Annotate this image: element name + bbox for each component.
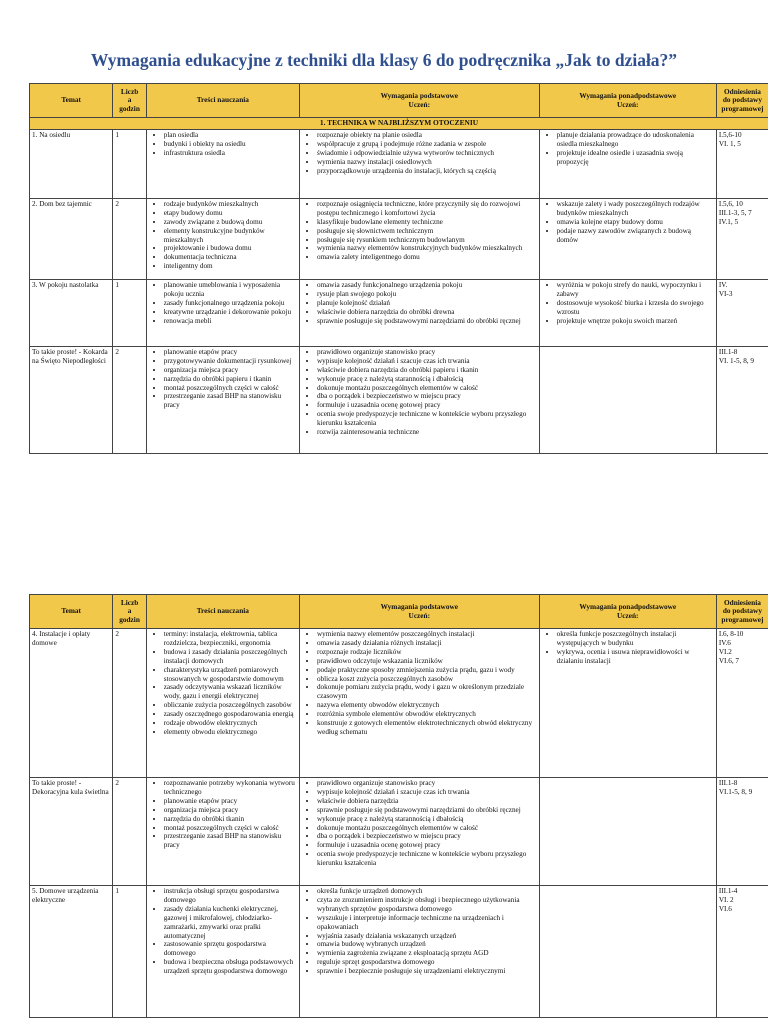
header-podstawowe: Wymagania podstawowe Uczeń: <box>299 84 539 118</box>
list-item: • współpracuje z grupą i podejmuje różne zadania w zespole <box>317 140 537 149</box>
reference-line: VI.6 <box>718 904 732 913</box>
list-item: • omawia zasady działania różnych instalacji <box>317 639 537 648</box>
extended-requirements-cell <box>539 198 716 279</box>
list-item: • projektuje wnętrze pokoju swoich marzeń <box>557 317 714 326</box>
content-cell <box>146 198 299 279</box>
header-ponadpodstawowe: Wymagania ponadpodstawowe Uczeń: <box>539 595 716 629</box>
curriculum-reference-cell <box>716 778 768 886</box>
basic-requirements-cell <box>299 778 539 886</box>
extended-requirements-cell <box>539 279 716 346</box>
header-tresci: Treści nauczania <box>146 595 299 629</box>
list-item: • wypisuje kolejność działań i szacuje czas ich trwania <box>317 357 537 366</box>
table-row <box>30 886 768 1018</box>
list-item: • sprawnie posługuje się podstawowymi narzędziami do obróbki ręcznej <box>317 317 537 326</box>
hours-cell: 1 <box>113 886 146 1018</box>
list-item: • konstruuje z gotowych elementów elektrotechnicznych obwód elektryczny według schematu <box>317 719 537 737</box>
list-item: • dokonuje montażu poszczególnych elementów w całość <box>317 384 537 393</box>
basic-requirements-cell <box>299 346 539 453</box>
header-odniesienia: Odniesienia do podstawy programowej <box>716 595 768 629</box>
extended-requirements-cell <box>539 886 716 1018</box>
reference-line: IV.1, 5 <box>718 217 739 226</box>
list-item: • posługuje się rysunkiem technicznym budowlanym <box>317 236 537 245</box>
list-item: • montaż poszczególnych części w całość <box>164 384 297 393</box>
list-item: • rozpoznawanie potrzeby wykonania wytworu technicznego <box>164 779 297 797</box>
hours-cell: 2 <box>113 629 146 778</box>
list-item: • elementy obwodu elektrycznego <box>164 728 297 737</box>
requirements-table-2 <box>29 594 768 1018</box>
list-item: • planowanie etapów pracy <box>164 348 297 357</box>
header-temat: Temat <box>30 595 113 629</box>
list-item: • prawidłowo organizuje stanowisko pracy <box>317 348 537 357</box>
list-item: • planowanie umeblowania i wyposażenia pokoju ucznia <box>164 281 297 299</box>
list-item: • organizacja miejsca pracy <box>164 366 297 375</box>
list-item: • terminy: instalacja, elektrownia, tablica rozdzielcza, bezpieczniki, ergonomia <box>164 630 297 648</box>
table-row <box>30 279 768 346</box>
list-item: • charakterystyka urządzeń pomiarowych stosowanych w gospodarstwie domowym <box>164 666 297 684</box>
extended-requirements-cell <box>539 778 716 886</box>
list-item: • wskazuje zalety i wady poszczególnych rodzajów budynków mieszkalnych <box>557 200 714 218</box>
header-liczba: Liczb a godzin <box>113 84 146 118</box>
list-item: • rozpoznaje osiągnięcia techniczne, które przyczyniły się do rozwojowi postępu technicznego i komfortowi życia <box>317 200 537 218</box>
list-item: • wykonuje pracę z należytą starannością i dbałością <box>317 815 537 824</box>
list-item: • rodzaje budynków mieszkalnych <box>164 200 297 209</box>
list-item: • planowanie etapów pracy <box>164 797 297 806</box>
basic-requirements-cell <box>299 279 539 346</box>
list-item: • zasady odczytywania wskazań liczników wody, gazu i energii elektrycznej <box>164 683 297 701</box>
page-title: Wymagania edukacyjne z techniki dla klasy 6 do podręcznika „Jak to działa?” <box>90 50 678 70</box>
list-item: • wyjaśnia zasady działania wskazanych urządzeń <box>317 932 537 941</box>
list-item: • obliczanie zużycia poszczególnych zasobów <box>164 701 297 710</box>
list-item: • rodzaje obwodów elektrycznych <box>164 719 297 728</box>
reference-line: VI-3 <box>718 289 733 298</box>
reference-line: IV. <box>718 280 728 289</box>
list-item: • inteligentny dom <box>164 262 297 271</box>
list-item: • dokumentacja techniczna <box>164 253 297 262</box>
requirements-table-1 <box>29 83 768 454</box>
list-item: • właściwie dobiera narzędzia do obróbki papieru i tkanin <box>317 366 537 375</box>
header-liczba: Liczb a godzin <box>113 595 146 629</box>
table-row <box>30 778 768 886</box>
list-item: • reguluje sprzęt gospodarstwa domowego <box>317 958 537 967</box>
curriculum-reference-cell <box>716 279 768 346</box>
list-item: • etapy budowy domu <box>164 209 297 218</box>
list-item: • projektowanie i budowa domu <box>164 244 297 253</box>
curriculum-reference-cell <box>716 886 768 1018</box>
curriculum-reference-cell <box>716 198 768 279</box>
topic-cell: To takie proste! - Dekoracyjna kula świetlna <box>30 778 113 886</box>
content-cell <box>146 629 299 778</box>
list-item: • właściwie dobiera narzędzia <box>317 797 537 806</box>
list-item: • rozpoznaje obiekty na planie osiedla <box>317 131 537 140</box>
basic-requirements-cell <box>299 129 539 198</box>
list-item: • rysuje plan swojego pokoju <box>317 290 537 299</box>
list-item: • podaje praktyczne sposoby zmniejszenia zużycia prądu, gazu i wody <box>317 666 537 675</box>
list-item: • określa funkcje poszczególnych instalacji występujących w budynku <box>557 630 714 648</box>
list-item: • formułuje i uzasadnia ocenę gotowej pracy <box>317 401 537 410</box>
list-item: • wyszukuje i interpretuje informacje techniczne na urządzeniach i opakowaniach <box>317 914 537 932</box>
reference-line: IV.6 <box>718 638 731 647</box>
list-item: • budowa i zasady działania poszczególnych instalacji domowych <box>164 648 297 666</box>
topic-cell: 1. Na osiedlu <box>30 129 113 198</box>
list-item: • omawia zalety inteligentnego domu <box>317 253 537 262</box>
content-cell <box>146 129 299 198</box>
list-item: • infrastruktura osiedla <box>164 149 297 158</box>
reference-line: VI. 2 <box>718 895 734 904</box>
list-item: • budowa i bezpieczna obsługa podstawowych urządzeń sprzętu gospodarstwa domowego <box>164 958 297 976</box>
list-item: • świadomie i odpowiedzialnie używa wytworów technicznych <box>317 149 537 158</box>
list-item: • prawidłowo odczytuje wskazania liczników <box>317 657 537 666</box>
hours-cell: 2 <box>113 346 146 453</box>
extended-requirements-cell <box>539 129 716 198</box>
header-ponadpodstawowe: Wymagania ponadpodstawowe Uczeń: <box>539 84 716 118</box>
list-item: • rozróżnia symbole elementów obwodów elektrycznych <box>317 710 537 719</box>
list-item: • projektuje idealne osiedle i uzasadnia swoją propozycję <box>557 149 714 167</box>
topic-cell: 2. Dom bez tajemnic <box>30 198 113 279</box>
list-item: • wymienia nazwy instalacji osiedlowych <box>317 158 537 167</box>
list-item: • dba o porządek i bezpieczeństwo w miejscu pracy <box>317 392 537 401</box>
list-item: • planuje kolejność działań <box>317 299 537 308</box>
list-item: • omawia kolejne etapy budowy domu <box>557 218 714 227</box>
list-item: • oblicza koszt zużycia poszczególnych zasobów <box>317 675 537 684</box>
list-item: • prawidłowo organizuje stanowisko pracy <box>317 779 537 788</box>
header-temat: Temat <box>30 84 113 118</box>
list-item: • właściwie dobiera narzędzia do obróbki drewna <box>317 308 537 317</box>
list-item: • czyta ze zrozumieniem instrukcje obsługi i bezpiecznego użytkowania wybranych sprzętów gospodarstwa domowego <box>317 896 537 914</box>
list-item: • przygotowywanie dokumentacji rysunkowej <box>164 357 297 366</box>
reference-line: III.1-3, 5, 7 <box>718 208 752 217</box>
content-cell <box>146 778 299 886</box>
list-item: • wyróżnia w pokoju strefy do nauki, wypoczynku i zabawy <box>557 281 714 299</box>
list-item: • wymienia nazwy elementów konstrukcyjnych budynków mieszkalnych <box>317 244 537 253</box>
topic-cell: 4. Instalacje i opłaty domowe <box>30 629 113 778</box>
list-item: • ocenia swoje predyspozycje techniczne w kontekście wyboru przyszłego kierunku kształcenia <box>317 850 537 868</box>
list-item: • wymienia zagrożenia związane z eksploatacją sprzętu AGD <box>317 949 537 958</box>
reference-line: III.1-4 <box>718 887 738 895</box>
list-item: • zasady funkcjonalnego urządzenia pokoju <box>164 299 297 308</box>
extended-requirements-cell <box>539 629 716 778</box>
list-item: • określa funkcje urządzeń domowych <box>317 887 537 896</box>
hours-cell: 1 <box>113 279 146 346</box>
table-row <box>30 346 768 453</box>
reference-line: VI.2 <box>718 647 732 656</box>
list-item: • ocenia swoje predyspozycje techniczne w kontekście wyboru przyszłego kierunku kształcenia <box>317 410 537 428</box>
reference-line: VI. 1-5, 8, 9 <box>718 356 754 365</box>
list-item: • sprawnie posługuje się podstawowymi narzędziami do obróbki ręcznej <box>317 806 537 815</box>
list-item: • dba o porządek i bezpieczeństwo w miejscu pracy <box>317 832 537 841</box>
reference-line: III.1-8 <box>718 347 738 356</box>
list-item: • elementy konstrukcyjne budynków mieszkalnych <box>164 227 297 245</box>
list-item: • przestrzeganie zasad BHP na stanowisku pracy <box>164 392 297 410</box>
reference-line: I.6, 8-10 <box>718 630 744 638</box>
list-item: • przestrzeganie zasad BHP na stanowisku pracy <box>164 832 297 850</box>
list-item: • omawia budowę wybranych urządzeń <box>317 940 537 949</box>
reference-line: VI. 1, 5 <box>718 139 741 148</box>
reference-line: VI.6, 7 <box>718 656 740 665</box>
list-item: • zawody związane z budową domu <box>164 218 297 227</box>
reference-line: I.5,6-10 <box>718 130 742 139</box>
reference-line: I.5,6, 10 <box>718 199 743 208</box>
list-item: • zasady oszczędnego gospodarowania energią <box>164 710 297 719</box>
list-item: • zasady działania kuchenki elektrycznej, gazowej i mikrofalowej, chłodziarko-zamrażarki, zmywarki oraz pralki automatycznej <box>164 905 297 941</box>
list-item: • nazywa elementy obwodów elektrycznych <box>317 701 537 710</box>
basic-requirements-cell <box>299 629 539 778</box>
list-item: • klasyfikuje budowlane elementy techniczne <box>317 218 537 227</box>
list-item: • zastosowanie sprzętu gospodarstwa domowego <box>164 940 297 958</box>
curriculum-reference-cell <box>716 629 768 778</box>
list-item: • kreatywne urządzanie i dekorowanie pokoju <box>164 308 297 317</box>
list-item: • wykrywa, ocenia i usuwa nieprawidłowości w działaniu instalacji <box>557 648 714 666</box>
curriculum-reference-cell <box>716 129 768 198</box>
table-row <box>30 198 768 279</box>
content-cell <box>146 886 299 1018</box>
list-item: • rozwija zainteresowania techniczne <box>317 428 537 437</box>
section-heading: 1. TECHNIKA W NAJBLIŻSZYM OTOCZENIU <box>30 118 768 130</box>
list-item: • montaż poszczególnych części w całość <box>164 824 297 833</box>
list-item: • renowacja mebli <box>164 317 297 326</box>
basic-requirements-cell <box>299 198 539 279</box>
list-item: • dokonuje montażu poszczególnych elementów w całość <box>317 824 537 833</box>
basic-requirements-cell <box>299 886 539 1018</box>
list-item: • rozpoznaje rodzaje liczników <box>317 648 537 657</box>
header-podstawowe: Wymagania podstawowe Uczeń: <box>299 595 539 629</box>
reference-line: VI.1-5, 8, 9 <box>718 787 753 796</box>
list-item: • dokonuje pomiaru zużycia prądu, wody i gazu w określonym przedziale czasowym <box>317 683 537 701</box>
list-item: • posługuje się słownictwem technicznym <box>317 227 537 236</box>
hours-cell: 2 <box>113 198 146 279</box>
list-item: • instrukcja obsługi sprzętu gospodarstwa domowego <box>164 887 297 905</box>
list-item: • formułuje i uzasadnia ocenę gotowej pracy <box>317 841 537 850</box>
topic-cell: To takie proste! - Kokarda na Święto Niepodległości <box>30 346 113 453</box>
content-cell <box>146 346 299 453</box>
curriculum-reference-cell <box>716 346 768 453</box>
list-item: • przyporządkowuje urządzenia do instalacji, których są częścią <box>317 167 537 176</box>
hours-cell: 2 <box>113 778 146 886</box>
topic-cell: 3. W pokoju nastolatka <box>30 279 113 346</box>
list-item: • organizacja miejsca pracy <box>164 806 297 815</box>
list-item: • sprawnie i bezpiecznie posługuje się urządzeniami elektrycznymi <box>317 967 537 976</box>
content-cell <box>146 279 299 346</box>
table-row <box>30 129 768 198</box>
list-item: • planuje działania prowadzące do udoskonalenia osiedla mieszkalnego <box>557 131 714 149</box>
reference-line: III.1-8 <box>718 779 738 787</box>
topic-cell: 5. Domowe urządzenia elektryczne <box>30 886 113 1018</box>
list-item: • budynki i obiekty na osiedlu <box>164 140 297 149</box>
list-item: • narzędzia do obróbki papieru i tkanin <box>164 375 297 384</box>
list-item: • dostosowuje wysokość biurka i krzesła do swojego wzrostu <box>557 299 714 317</box>
list-item: • wypisuje kolejność działań i szacuje czas ich trwania <box>317 788 537 797</box>
list-item: • podaje nazwy zawodów związanych z budową domów <box>557 227 714 245</box>
list-item: • omawia zasady funkcjonalnego urządzenia pokoju <box>317 281 537 290</box>
list-item: • plan osiedla <box>164 131 297 140</box>
list-item: • wykonuje pracę z należytą starannością i dbałością <box>317 375 537 384</box>
list-item: • narzędzia do obróbki tkanin <box>164 815 297 824</box>
list-item: • wymienia nazwy elementów poszczególnych instalacji <box>317 630 537 639</box>
table-row <box>30 629 768 778</box>
extended-requirements-cell <box>539 346 716 453</box>
header-tresci: Treści nauczania <box>146 84 299 118</box>
header-odniesienia: Odniesienia do podstawy programowej <box>716 84 768 118</box>
hours-cell: 1 <box>113 129 146 198</box>
